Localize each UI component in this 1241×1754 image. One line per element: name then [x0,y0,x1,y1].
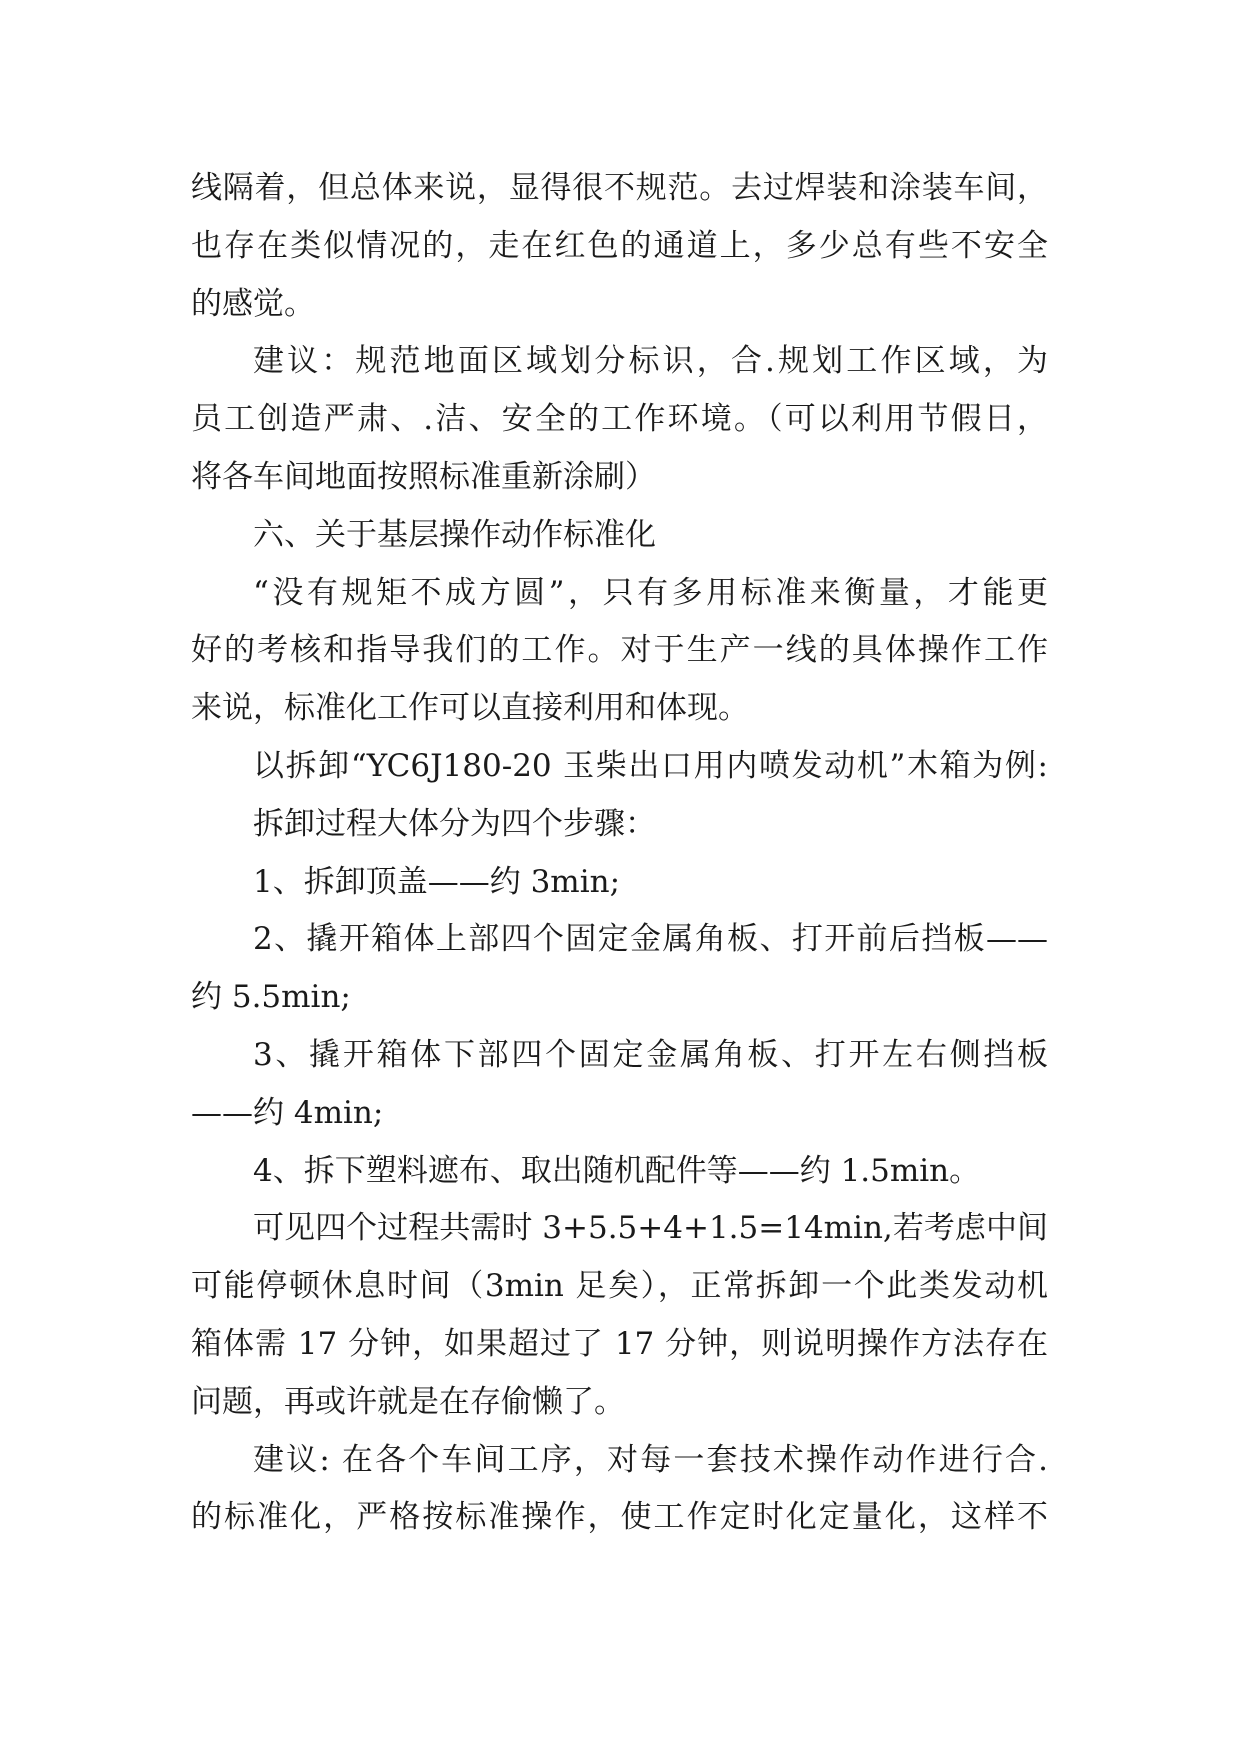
text-line: “没有规矩不成方圆”，只有多用标准来衡量，才能更 [253,574,1048,611]
text-line: 员工创造严肃、.洁、安全的工作环境。（可以利用节假日， [191,401,1048,438]
text-line: 线隔着，但总体来说，显得很不规范。去过焊装和涂装车间， [191,170,1048,206]
step-item: 2、撬开箱体上部四个固定金属角板、打开前后挡板—— [253,921,1048,958]
text-line: 建议: 在各个车间工序，对每一套技术操作动作进行合. [253,1441,1048,1478]
text-line: 将各车间地面按照标准重新涂刷） [191,458,656,495]
body-text [191,160,1048,1547]
text-line: ——约 4min; [191,1094,384,1131]
step-item: 3、撬开箱体下部四个固定金属角板、打开左右侧挡板 [253,1036,1048,1073]
text-line: 好的考核和指导我们的工作。对于生产一线的具体操作工作 [191,632,1048,669]
section-heading: 六、关于基层操作动作标准化 [253,516,656,553]
text-line: 可能停顿休息时间（3min 足矣），正常拆卸一个此类发动机 [191,1268,1048,1305]
text-line: 也存在类似情况的，走在红色的通道上，多少总有些不安全 [191,227,1048,264]
text-line: 的感觉。 [191,285,315,322]
step-item: 4、拆下塑料遮布、取出随机配件等——约 1.5min。 [253,1152,981,1189]
text-line: 拆卸过程大体分为四个步骤： [253,805,656,842]
text-line: 箱体需 17 分钟，如果超过了 17 分钟，则说明操作方法存在 [191,1325,1048,1362]
text-line: 来说，标准化工作可以直接利用和体现。 [191,690,749,727]
text-line: 的标准化，严格按标准操作，使工作定时化定量化，这样不 [191,1499,1048,1536]
text-line: 建议：规范地面区域划分标识，合.规划工作区域，为 [253,343,1048,380]
text-line: 问题，再或许就是在存偷懒了。 [191,1383,625,1420]
text-line: 可见四个过程共需时 3+5.5+4+1.5=14min,若考虑中间 [253,1210,1048,1247]
text-line: 以拆卸“YC6J180-20 玉柴出口用内喷发动机”木箱为例: [253,747,1048,784]
step-item: 1、拆卸顶盖——约 3min; [253,863,621,900]
text-line: 约 5.5min; [191,979,351,1016]
